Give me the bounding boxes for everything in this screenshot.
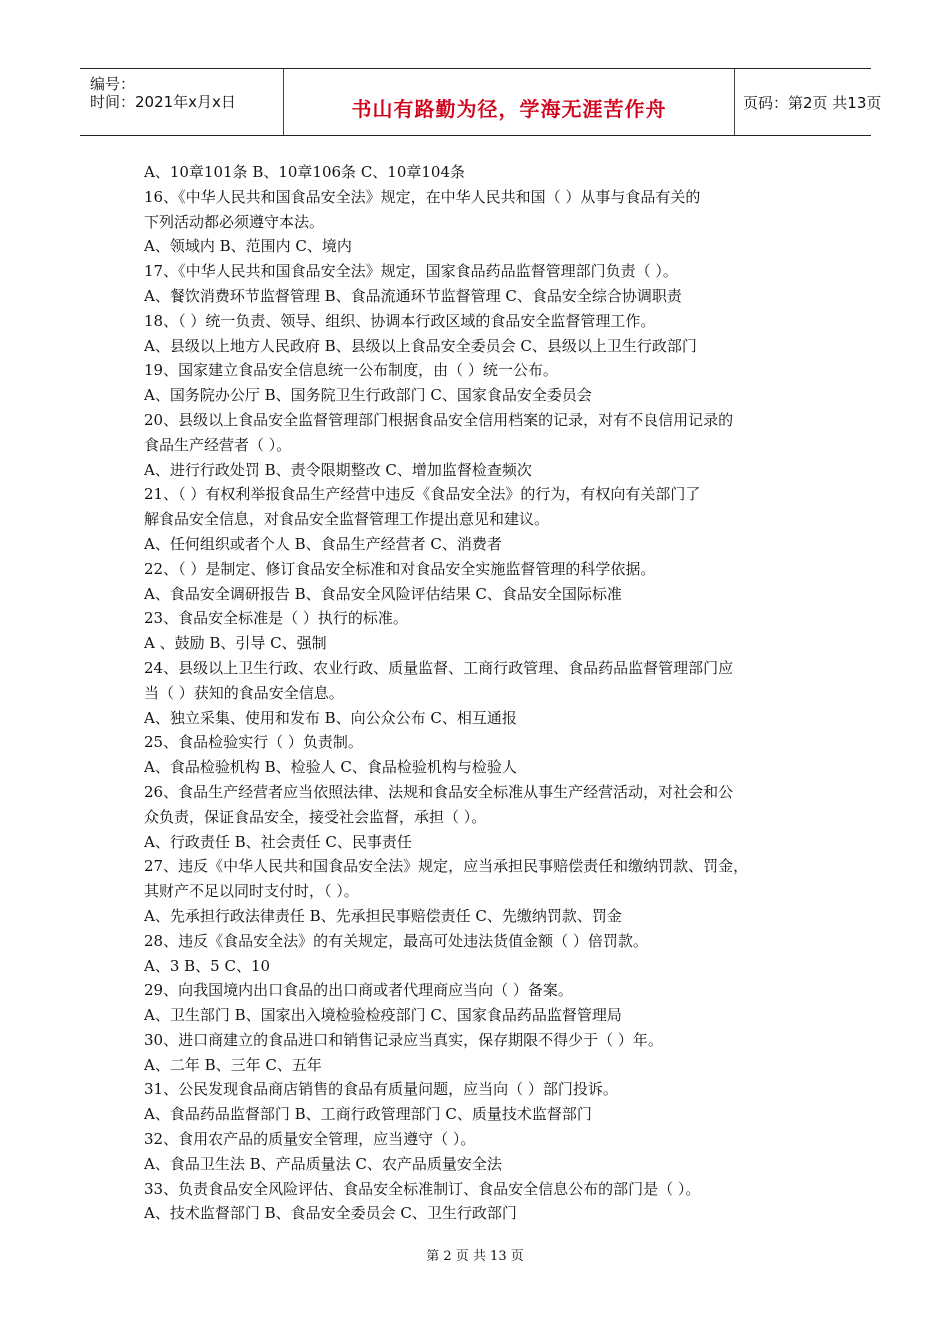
answer-options: A、任何组织或者个人 B、食品生产经营者 C、消费者 [144, 534, 502, 553]
answer-options: A、行政责任 B、社会责任 C、民事责任 [144, 832, 412, 851]
answer-options: A、10章101条 B、10章106条 C、10章104条 [144, 163, 466, 181]
question-text: 解食品安全信息，对食品安全监督管理工作提出意见和建议。 [144, 510, 550, 529]
page-header [80, 68, 882, 136]
serial-label: 编号： [90, 75, 136, 93]
question-text: 21、（ ）有权利举报食品生产经营中违反《食品安全法》的行为，有权向有关部门了 [144, 485, 701, 504]
question-text: 27、违反《中华人民共和国食品安全法》规定，应当承担民事赔偿责任和缴纳罚款、罚金， [144, 857, 749, 876]
answer-options: A、卫生部门 B、国家出入境检验检疫部门 C、国家食品药品监督管理局 [144, 1006, 622, 1025]
question-text: 18、（ ）统一负责、领导、组织、协调本行政区域的食品安全监督管理工作。 [144, 311, 656, 330]
answer-options: A、食品安全调研报告 B、食品安全风险评估结果 C、食品安全国际标准 [144, 584, 622, 603]
page-footer: 第 2 页 共 13 页 [426, 1249, 524, 1264]
question-list [144, 160, 824, 1226]
answer-options: A、食品药品监督部门 B、工商行政管理部门 C、质量技术监督部门 [144, 1105, 592, 1124]
question-text: 29、向我国境内出口食品的出口商或者代理商应当向（ ）备案。 [144, 981, 573, 1000]
answer-options: A、领域内 B、范围内 C、境内 [144, 237, 352, 256]
question-text: 25、食品检验实行（ ）负责制。 [144, 733, 363, 752]
header-page-cell [733, 69, 882, 135]
answer-options: A、3 B、5 C、10 [144, 956, 271, 975]
question-text: 当（ ）获知的食品安全信息。 [144, 683, 344, 702]
answer-options: A、先承担行政法律责任 B、先承担民事赔偿责任 C、先缴纳罚款、罚金 [144, 906, 622, 925]
question-text: 23、食品安全标准是（ ）执行的标准。 [144, 609, 408, 628]
question-text: 28、违反《食品安全法》的有关规定，最高可处违法货值金额（ ）倍罚款。 [144, 931, 648, 950]
answer-options: A、国务院办公厅 B、国务院卫生行政部门 C、国家食品安全委员会 [144, 386, 592, 405]
header-motto-cell [283, 69, 735, 135]
question-text: 26、食品生产经营者应当依照法律、法规和食品安全标准从事生产经营活动，对社会和公 [144, 782, 734, 801]
question-text: 31、公民发现食品商店销售的食品有质量问题，应当向（ ）部门投诉。 [144, 1080, 618, 1099]
question-text: 食品生产经营者（ ）。 [144, 435, 292, 454]
question-text: 16、《中华人民共和国食品安全法》规定，在中华人民共和国（ ）从事与食品有关的 [144, 187, 701, 206]
question-text: 19、国家建立食品安全信息统一公布制度，由（ ）统一公布。 [144, 361, 558, 380]
answer-options: A、县级以上地方人民政府 B、县级以上食品安全委员会 C、县级以上卫生行政部门 [144, 336, 697, 355]
answer-options: A、进行行政处罚 B、责令限期整改 C、增加监督检查频次 [144, 460, 532, 479]
answer-options: A、食品卫生法 B、产品质量法 C、农产品质量安全法 [144, 1154, 502, 1173]
question-text: 20、县级以上食品安全监督管理部门根据食品安全信用档案的记录，对有不良信用记录的 [144, 410, 734, 429]
question-text: 其财产不足以同时支付时，（ ）。 [144, 882, 359, 901]
question-text: 30、进口商建立的食品进口和销售记录应当真实，保存期限不得少于（ ）年。 [144, 1030, 663, 1049]
date-label: 时间：2021年x月x日 [90, 93, 236, 111]
question-text: 33、负责食品安全风险评估、食品安全标准制订、食品安全信息公布的部门是（ ）。 [144, 1179, 701, 1198]
question-text: 24、县级以上卫生行政、农业行政、质量监督、工商行政管理、食品药品监督管理部门应 [144, 658, 734, 677]
question-text: 32、食用农产品的质量安全管理，应当遵守（ ）。 [144, 1130, 476, 1149]
answer-options: A、独立采集、使用和发布 B、向公众公布 C、相互通报 [144, 708, 517, 727]
answer-options: A 、鼓励 B、引导 C、强制 [144, 634, 327, 653]
question-text: 下列活动都必须遵守本法。 [144, 212, 325, 231]
answer-options: A、餐饮消费环节监督管理 B、食品流通环节监督管理 C、食品安全综合协调职责 [144, 286, 682, 305]
answer-options: A、技术监督部门 B、食品安全委员会 C、卫生行政部门 [144, 1204, 517, 1223]
answer-options: A、二年 B、三年 C、五年 [144, 1055, 322, 1074]
question-text: 22、（ ）是制定、修订食品安全标准和对食品安全实施监督管理的科学依据。 [144, 559, 656, 578]
page-info: 页码：第2页 共13页 [743, 94, 882, 112]
question-text: 17、《中华人民共和国食品安全法》规定，国家食品药品监督管理部门负责（ ）。 [144, 262, 678, 281]
header-meta-cell [80, 69, 283, 135]
answer-options: A、食品检验机构 B、检验人 C、食品检验机构与检验人 [144, 758, 517, 777]
question-text: 众负责，保证食品安全，接受社会监督，承担（ ）。 [144, 807, 487, 826]
motto-text: 书山有路勤为径，学海无涯苦作舟 [351, 97, 667, 121]
